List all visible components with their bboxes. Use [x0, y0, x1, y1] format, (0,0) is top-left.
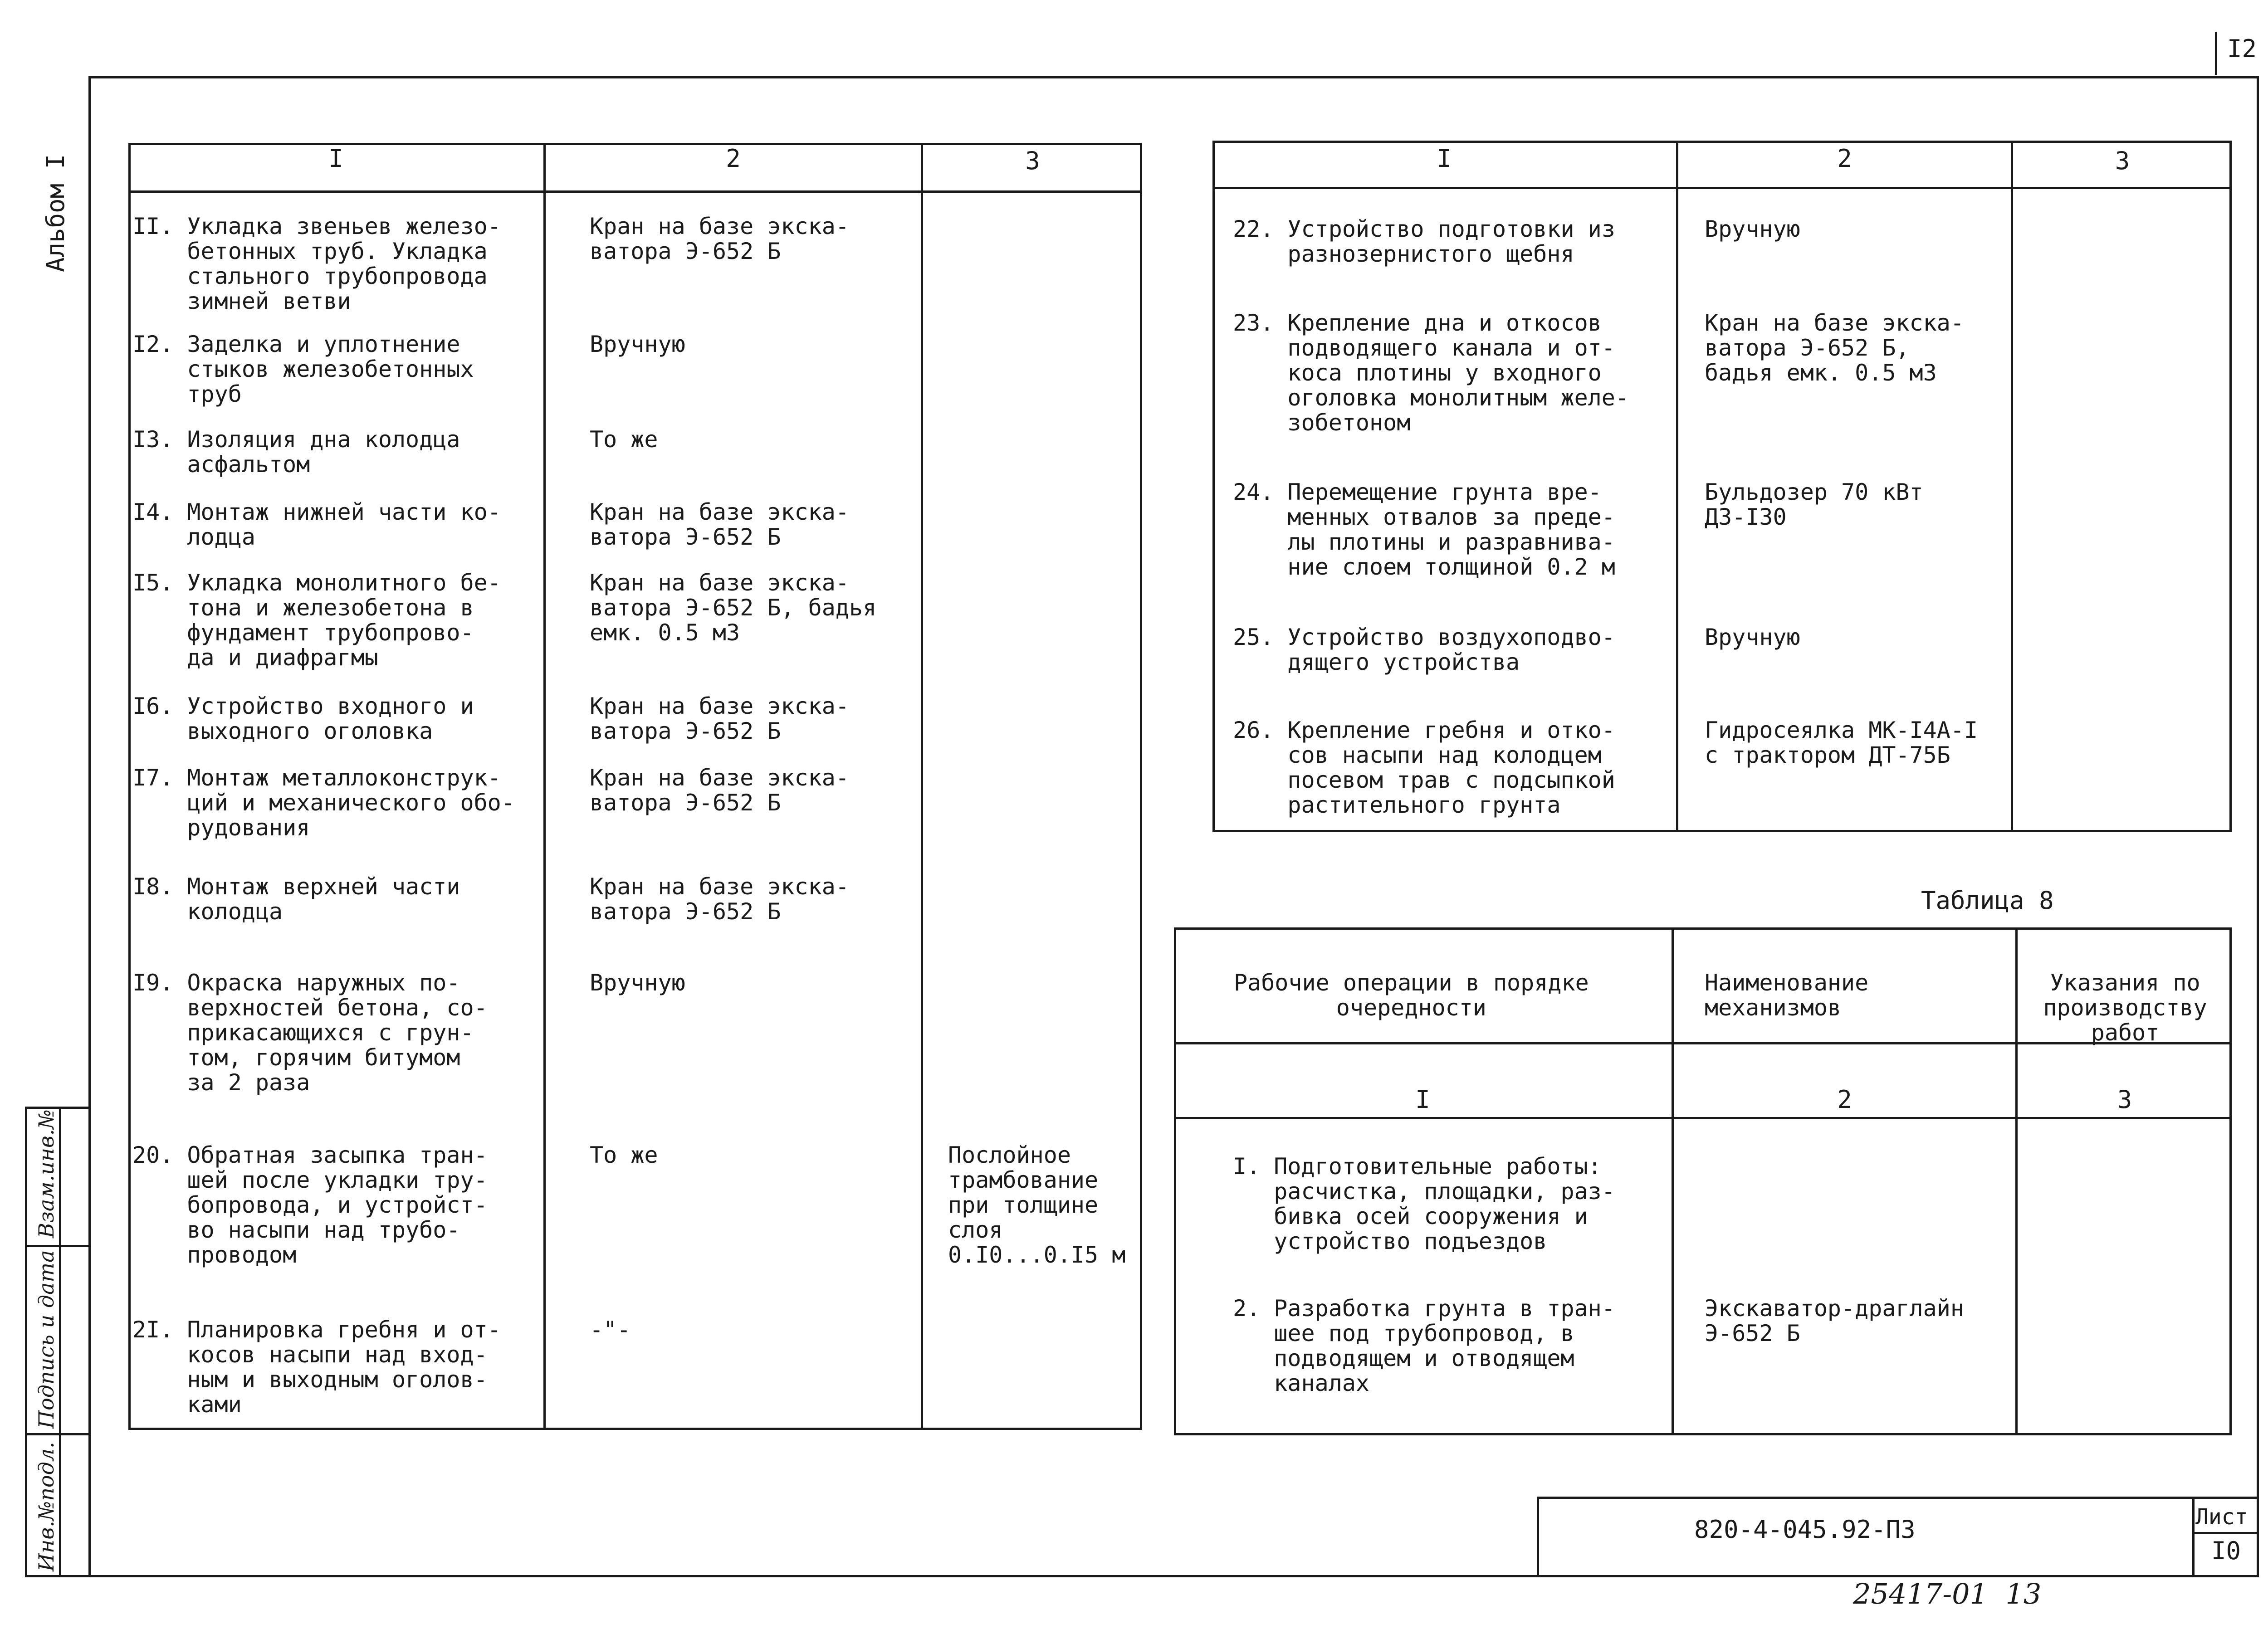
right-table-header-col3: 3	[2115, 146, 2130, 175]
sheet-label: Лист	[2195, 1504, 2248, 1530]
left-table-row-op: I7. Монтаж металлоконструк- ций и механического обо- рудования	[132, 765, 515, 841]
table8-row-op: 2. Разработка грунта в тран- шее под трубопровод, в подводящем и отводящем каналах	[1233, 1295, 1615, 1396]
left-table-row-op: I8. Монтаж верхней части колодца	[132, 873, 460, 925]
document-code: 820-4-045.92-ПЗ	[1694, 1515, 1916, 1544]
table8-col1-number: I	[1415, 1085, 1430, 1114]
right-table-header-col1: I	[1437, 144, 1452, 173]
stamp-podpis-data: Подпись и дата	[34, 1250, 59, 1429]
left-table-header-col3: 3	[1025, 146, 1040, 175]
table8-col3-title: Указания по производству работ	[2043, 970, 2207, 1046]
left-table-row-mech: Кран на базе экска- ватора Э-652 Б	[590, 765, 849, 816]
right-table-row-op: 26. Крепление гребня и отко- сов насыпи над колодцем посевом трав с подсыпкой растительного грунта	[1233, 717, 1615, 818]
right-table-row-op: 22. Устройство подготовки из разнозернистого щебня	[1233, 216, 1615, 267]
left-table-header-col2: 2	[726, 144, 741, 173]
bottom-handwritten-number: 25417-01 13	[1853, 1577, 2042, 1610]
page-number-divider	[2215, 32, 2217, 75]
table8-col2-number: 2	[1837, 1085, 1852, 1114]
table8-col1-title: Рабочие операции в порядке очередности	[1234, 970, 1589, 1021]
stamp-vzam-inv: Взам.инв.№	[34, 1109, 59, 1238]
table8-row-mech: Экскаватор-драглайн Э-652 Б	[1705, 1295, 1964, 1346]
frame-right	[2257, 76, 2259, 1577]
right-table-row-mech: Бульдозер 70 кВт ДЗ-I30	[1705, 479, 1923, 530]
left-table-row-op: I9. Окраска наружных по- верхностей бетона, со- прикасающихся с грун- том, горячим битумом за 2 раза	[132, 970, 488, 1096]
left-table-row-mech: Кран на базе экска- ватора Э-652 Б	[590, 213, 849, 264]
right-table-row-op: 25. Устройство воздухоподво- дящего устройства	[1233, 624, 1615, 675]
right-table-row-op: 24. Перемещение грунта вре- менных отвалов за преде- лы плотины и разравнива- ние слоем толщиной 0.2 м	[1233, 479, 1615, 580]
right-table-row-op: 23. Крепление дна и откосов подводящего канала и от- коса плотины у входного оголовка монолитным желе- зобетоном	[1233, 310, 1629, 436]
left-table-row-op: I6. Устройство входного и выходного оголовка	[132, 693, 474, 744]
right-table-row-mech: Вручную	[1705, 624, 1800, 650]
left-table-row-op: I2. Заделка и уплотнение стыков железобетонных труб	[132, 331, 474, 407]
left-table-header-col1: I	[328, 144, 343, 173]
right-table-header-col2: 2	[1837, 144, 1852, 173]
left-table-row-mech: Кран на базе экска- ватора Э-652 Б	[590, 873, 849, 925]
left-table-row-op: 2I. Планировка гребня и от- косов насыпи над вход- ным и выходным оголов- ками	[132, 1317, 501, 1418]
table8-caption: Таблица 8	[1921, 886, 2054, 915]
left-table-row-op: 20. Обратная засыпка тран- шей после укладки тру- бопровода, и устройст- во насыпи над трубо- проводом	[132, 1142, 488, 1268]
left-table-row-mech: Вручную	[590, 331, 685, 357]
left-table-row-mech: То же	[590, 1142, 658, 1168]
left-table-row-mech: То же	[590, 426, 658, 453]
right-table-row-mech: Кран на базе экска- ватора Э-652 Б, бадья емк. 0.5 м3	[1705, 310, 1964, 386]
table8-row-op: I. Подготовительные работы: расчистка, площадки, раз- бивка осей сооружения и устройство подъездов	[1233, 1153, 1615, 1254]
left-table-row-op: II. Укладка звеньев железо- бетонных труб. Укладка стального трубопровода зимней ветви	[132, 213, 501, 314]
frame-top	[88, 76, 2259, 78]
stamp-inv-podl: Инв.№подл.	[34, 1442, 59, 1571]
right-table-row-mech: Гидросеялка МК-I4А-I с трактором ДТ-75Б	[1705, 717, 1978, 768]
left-table-row-mech: Кран на базе экска- ватора Э-652 Б, бадья емк. 0.5 м3	[590, 570, 877, 646]
sheet-number: I0	[2211, 1536, 2241, 1565]
right-table-row-mech: Вручную	[1705, 216, 1800, 242]
page-number: I2	[2227, 34, 2257, 63]
album-label: Альбом I	[41, 154, 70, 272]
left-table-row-mech: Кран на базе экска- ватора Э-652 Б	[590, 499, 849, 550]
table8-col2-title: Наименование механизмов	[1705, 970, 1869, 1021]
table8-col3-number: 3	[2117, 1085, 2132, 1114]
left-table-row-op: I3. Изоляция дна колодца асфальтом	[132, 426, 460, 478]
left-table-row-mech: -"-	[590, 1317, 631, 1343]
frame-left	[88, 76, 91, 1577]
left-table-row-mech: Вручную	[590, 970, 685, 996]
left-table-row-mech: Кран на базе экска- ватора Э-652 Б	[590, 693, 849, 744]
left-table-row-op: I4. Монтаж нижней части ко- лодца	[132, 499, 501, 550]
left-table-row-op: I5. Укладка монолитного бе- тона и железобетона в фундамент трубопрово- да и диафрагмы	[132, 570, 501, 671]
left-table-row-note: Послойное трамбование при толщине слоя 0.I0...0.I5 м	[948, 1142, 1126, 1268]
